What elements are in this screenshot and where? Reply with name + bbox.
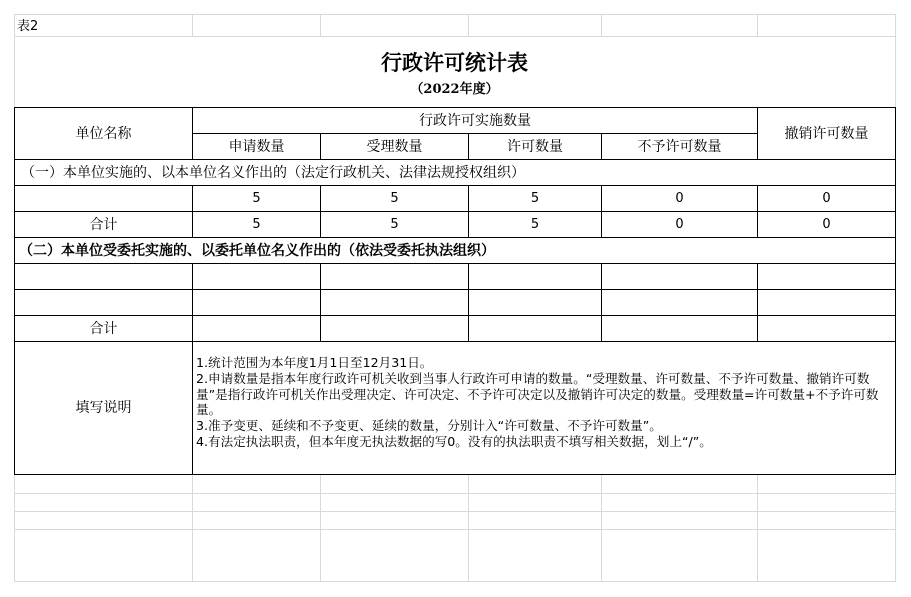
table-cell: 5 xyxy=(390,191,399,206)
grid-line xyxy=(14,581,895,582)
grid-line xyxy=(468,14,469,36)
table-border xyxy=(320,263,321,342)
section1-title: （一）本单位实施的、以本单位名义作出的（法定行政机关、法律法规授权组织） xyxy=(21,164,525,181)
notes-label: 填写说明 xyxy=(75,400,132,416)
table-subtitle: （2022年度） xyxy=(410,81,499,97)
notes-content xyxy=(196,355,891,450)
note-line: 2.申请数量是指本年度行政许可机关收到当事人行政许可申请的数量。“受理数量、许可数量、不予许可数量、撤销许可数量”是指行政许可机关作出受理决定、许可决定、不予许可决定以及撤销许可决定的数量。受理数量=许可数量+不予许可数量。 xyxy=(196,370,879,418)
table-border xyxy=(14,474,896,475)
grid-line xyxy=(14,36,895,37)
grid-line xyxy=(757,474,758,582)
table-border xyxy=(757,263,758,342)
header-group: 行政许可实施数量 xyxy=(419,112,531,129)
grid-line xyxy=(468,474,469,582)
grid-line xyxy=(320,14,321,36)
sheet-label: 表2 xyxy=(17,18,39,34)
grid-line xyxy=(192,474,193,582)
header-accept: 受理数量 xyxy=(366,138,423,155)
table-border xyxy=(192,263,193,342)
table-cell: 5 xyxy=(252,191,261,206)
note-line: 1.统计范围为本年度1月1日至12月31日。 xyxy=(196,355,433,370)
table-title: 行政许可统计表 xyxy=(381,49,528,75)
table-cell: 5 xyxy=(530,217,540,232)
grid-line xyxy=(14,529,895,530)
header-revoke: 撤销许可数量 xyxy=(784,125,869,142)
grid-line xyxy=(14,14,895,15)
header-permit: 许可数量 xyxy=(507,138,563,155)
table-cell: 5 xyxy=(530,191,540,206)
grid-line xyxy=(192,14,193,36)
section2-total-label: 合计 xyxy=(89,320,118,337)
grid-line xyxy=(14,493,895,494)
table-border xyxy=(601,263,602,342)
table-cell: 0 xyxy=(675,191,684,206)
header-unit-name: 单位名称 xyxy=(75,125,132,142)
table-border xyxy=(192,341,193,475)
table-cell xyxy=(15,186,192,211)
table-border xyxy=(14,289,896,290)
table-cell: 0 xyxy=(822,191,831,206)
table-cell: 5 xyxy=(252,217,261,232)
table-border xyxy=(468,263,469,342)
header-apply: 申请数量 xyxy=(228,138,285,155)
grid-line xyxy=(757,14,758,36)
note-line: 4.有法定执法职责，但本年度无执法数据的写0。没有的执法职责不填写相关数据，划上“/”。 xyxy=(196,433,712,449)
table-cell: 5 xyxy=(390,217,399,232)
table-cell: 0 xyxy=(822,217,831,232)
header-deny: 不予许可数量 xyxy=(637,138,722,155)
table-border xyxy=(895,107,896,475)
grid-line xyxy=(601,14,602,36)
table-border xyxy=(14,263,896,264)
section1-total-label: 合计 xyxy=(89,216,118,233)
grid-line xyxy=(320,474,321,582)
grid-line xyxy=(14,511,895,512)
grid-line xyxy=(601,474,602,582)
note-line: 3.准予变更、延续和不予变更、延续的数量，分别计入“许可数量、不予许可数量”。 xyxy=(196,418,662,434)
table-cell: 0 xyxy=(675,217,684,232)
section2-title: （二）本单位受委托实施的、以委托单位名义作出的（依法受委托执法组织） xyxy=(19,242,495,259)
